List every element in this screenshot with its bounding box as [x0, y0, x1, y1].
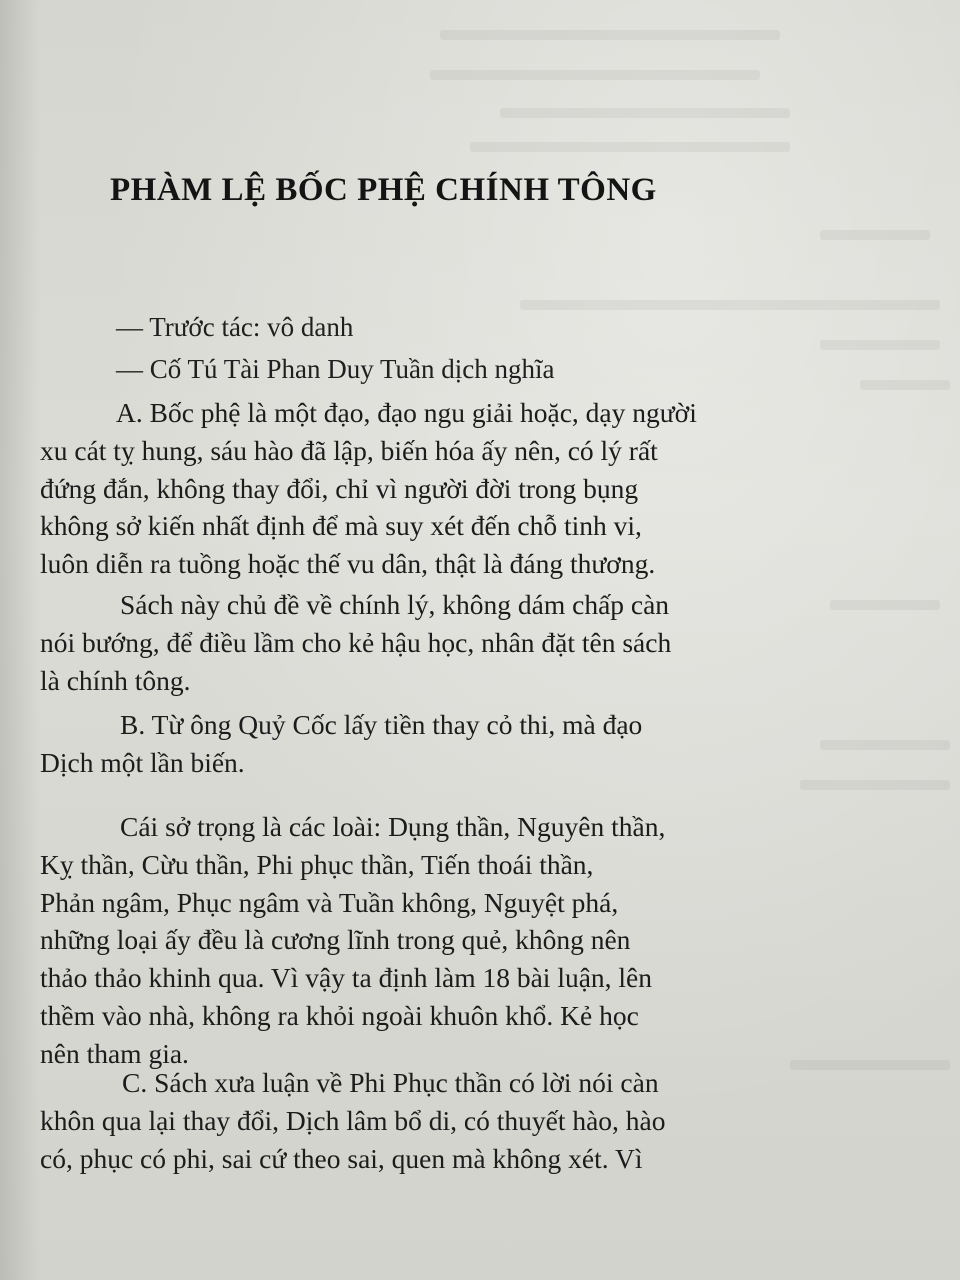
text-line: đứng đắn, không thay đổi, chỉ vì người đời trong bụng — [40, 472, 639, 504]
text-line: nói bướng, để điều lầm cho kẻ hậu học, nhân đặt tên sách — [40, 626, 672, 658]
text-line: xu cát tỵ hung, sáu hào đã lập, biến hóa ấy nên, có lý rất — [40, 434, 658, 466]
text-line: nên tham gia. — [40, 1037, 189, 1069]
text-line: Sách này chủ đề về chính lý, không dám chấp càn — [120, 589, 670, 620]
text-line: khôn qua lại thay đổi, Dịch lâm bổ di, có thuyết hào, hào — [40, 1104, 666, 1136]
text-line: Kỵ thần, Cừu thần, Phi phục thần, Tiến thoái thần, — [40, 848, 594, 880]
text-line: C. Sách xưa luận về Phi Phục thần có lời nói càn — [122, 1067, 659, 1098]
paragraph-b — [40, 706, 800, 782]
text-line: B. Từ ông Quỷ Cốc lấy tiền thay cỏ thi, mà đạo — [120, 709, 643, 740]
paragraph-cai-so-trong — [40, 808, 800, 1073]
text-line: là chính tông. — [40, 664, 191, 696]
credit-author: — Trước tác: vô danh — [116, 312, 354, 342]
text-line: không sở kiến nhất định để mà suy xét đến chỗ tinh vi, — [40, 510, 642, 542]
paragraph-sach-nay — [40, 586, 800, 699]
text-line: A. Bốc phệ là một đạo, đạo ngu giải hoặc, dạy người — [116, 397, 697, 428]
text-line: thảo thảo khinh qua. Vì vậy ta định làm 18 bài luận, lên — [40, 962, 653, 994]
text-line: Phản ngâm, Phục ngâm và Tuần không, Nguyệt phá, — [40, 886, 619, 918]
credits — [116, 306, 555, 390]
text-line: có, phục có phi, sai cứ theo sai, quen mà không xét. Vì — [40, 1142, 643, 1174]
paragraph-a — [40, 394, 800, 583]
page-shadow — [0, 0, 40, 1280]
paragraph-c — [40, 1064, 800, 1177]
text-line: những loại ấy đều là cương lĩnh trong quẻ, không nên — [40, 924, 631, 956]
text-line: luôn diễn ra tuồng hoặc thế vu dân, thật là đáng thương. — [40, 548, 656, 580]
credit-translator: — Cố Tú Tài Phan Duy Tuần dịch nghĩa — [116, 354, 555, 384]
text-line: thềm vào nhà, không ra khỏi ngoài khuôn khổ. Kẻ học — [40, 999, 639, 1031]
text-line: Cái sở trọng là các loài: Dụng thần, Nguyên thần, — [120, 811, 666, 842]
page-title: PHÀM LỆ BỐC PHỆ CHÍNH TÔNG — [110, 172, 657, 208]
text-line: Dịch một lần biến. — [40, 746, 245, 778]
